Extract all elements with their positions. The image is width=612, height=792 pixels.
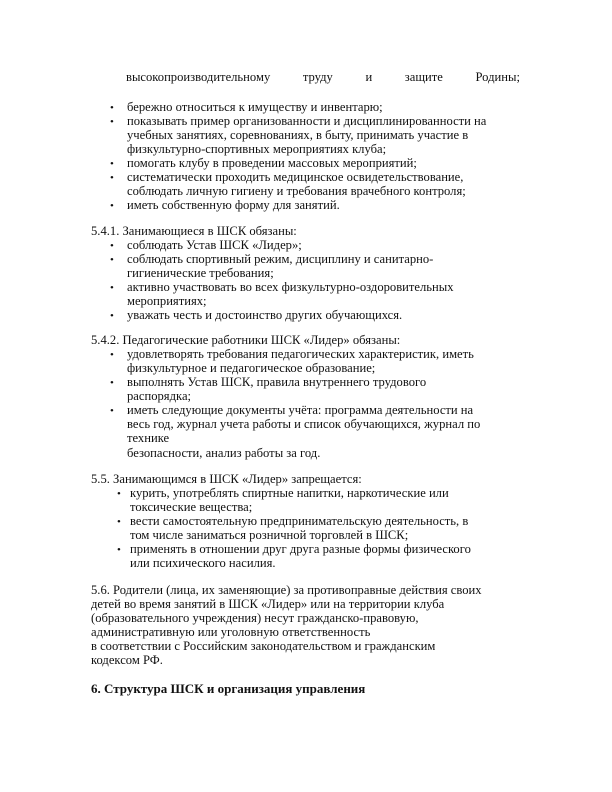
list-item-line: соблюдать спортивный режим, дисциплину и санитарно-	[127, 252, 434, 266]
bullet-icon: •	[110, 282, 114, 294]
top-line	[126, 70, 520, 85]
list-item-line: выполнять Устав ШСК, правила внутреннего трудового	[127, 375, 427, 389]
top-word-5: Родины;	[475, 70, 520, 84]
paragraph-56-line: в соответствии с Российским законодательством и гражданским	[91, 639, 436, 653]
list-item-line: активно участвовать во всех физкультурно-оздоровительных	[127, 280, 454, 294]
bullet-icon: •	[110, 102, 114, 114]
list-item-line: систематически проходить медицинское освидетельствование,	[127, 170, 464, 184]
list-item-line: соблюдать личную гигиену и требования врачебного контроля;	[127, 184, 466, 198]
list-item-line: иметь следующие документы учёта: программа деятельности на	[127, 403, 474, 417]
list-item-line: или психического насилия.	[130, 556, 276, 570]
list-item-line: физкультурное и педагогическое образование;	[127, 361, 376, 375]
bullet-icon: •	[110, 349, 114, 361]
paragraph-56-line: 5.6. Родители (лица, их заменяющие) за противоправные действия своих	[91, 583, 482, 597]
list-item-line: технике	[127, 431, 170, 445]
paragraph-56-line: (образовательного учреждения) несут гражданско-правовую,	[91, 611, 419, 625]
bullet-icon: •	[110, 172, 114, 184]
list-item-line: физкультурно-спортивных мероприятиях клуба;	[127, 142, 387, 156]
paragraph-56-line: кодексом РФ.	[91, 653, 163, 667]
list-item-line: показывать пример организованности и дисциплинированности на	[127, 114, 487, 128]
list-item-line: распорядка;	[127, 389, 192, 403]
top-word-2: труду	[302, 70, 333, 84]
top-word-1: высокопроизводительному	[126, 70, 271, 84]
paragraph-56-line: детей во время занятий в ШСК «Лидер» или на территории клуба	[91, 597, 445, 611]
section-heading-541: 5.4.1. Занимающиеся в ШСК обязаны:	[91, 224, 297, 238]
paragraph-56-line: административную или уголовную ответственность	[91, 625, 371, 639]
list-item-line: курить, употреблять спиртные напитки, наркотические или	[130, 486, 449, 500]
section-heading-542: 5.4.2. Педагогические работники ШСК «Лидер» обязаны:	[91, 333, 401, 347]
list-item-line: удовлетворять требования педагогических характеристик, иметь	[127, 347, 474, 361]
list-item-line: вести самостоятельную предпринимательскую деятельность, в	[130, 514, 469, 528]
bullet-icon: •	[117, 516, 121, 528]
section-heading-55: 5.5. Занимающимся в ШСК «Лидер» запрещается:	[91, 472, 362, 486]
list-item-line: токсические вещества;	[130, 500, 253, 514]
list-item-line: помогать клубу в проведении массовых мероприятий;	[127, 156, 417, 170]
list-item-line: безопасности, анализ работы за год.	[127, 446, 321, 460]
bullet-icon: •	[110, 200, 114, 212]
list-item-line: гигиенические требования;	[127, 266, 274, 280]
bullet-icon: •	[110, 377, 114, 389]
bullet-icon: •	[110, 240, 114, 252]
list-item-line: соблюдать Устав ШСК «Лидер»;	[127, 238, 302, 252]
list-item-line: весь год, журнал учета работы и список обучающихся, журнал по	[127, 417, 481, 431]
bullet-icon: •	[110, 405, 114, 417]
top-word-3: и	[365, 70, 373, 84]
bullet-icon: •	[110, 158, 114, 170]
list-item-line: мероприятиях;	[127, 294, 207, 308]
list-item-line: том числе заниматься розничной торговлей в ШСК;	[130, 528, 409, 542]
top-word-4: защите	[404, 70, 443, 84]
bullet-icon: •	[110, 310, 114, 322]
list-item-line: применять в отношении друг друга разные формы физического	[130, 542, 471, 556]
bullet-icon: •	[110, 254, 114, 266]
list-item-line: иметь собственную форму для занятий.	[127, 198, 340, 212]
bullet-icon: •	[117, 544, 121, 556]
section-heading-6: 6. Структура ШСК и организация управления	[91, 681, 366, 696]
list-item-line: уважать честь и достоинство других обучающихся.	[127, 308, 403, 322]
list-item-line: бережно относиться к имуществу и инвентарю;	[127, 100, 383, 114]
bullet-icon: •	[117, 488, 121, 500]
bullet-icon: •	[110, 116, 114, 128]
list-item-line: учебных занятиях, соревнованиях, в быту, принимать участие в	[127, 128, 469, 142]
